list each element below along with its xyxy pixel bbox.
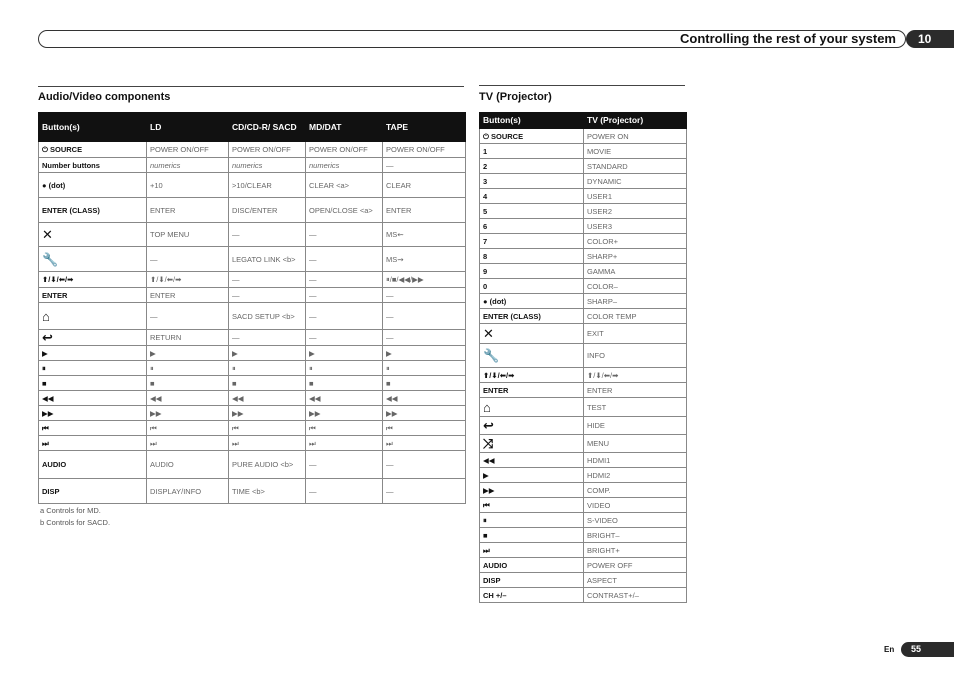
rewind-icon: ◀◀ (39, 391, 147, 406)
tv-section-title: TV (Projector) (479, 91, 552, 103)
rewind-icon: ◀◀ (480, 453, 584, 468)
button-cell: ENTER (39, 288, 147, 303)
button-cell: ⬆/⬇/⬅/➡ (480, 368, 584, 383)
function-cell: ⬆/⬇/⬅/➡ (584, 368, 687, 383)
button-cell: ● (dot) (39, 173, 147, 198)
function-cell: ASPECT (584, 573, 687, 588)
function-cell: ENTER (147, 198, 229, 223)
table-row (480, 558, 687, 573)
next-icon: ⏭ (383, 436, 466, 451)
table-row (480, 309, 687, 324)
function-cell: SHARP– (584, 294, 687, 309)
cross-icon: ✕ (39, 223, 147, 247)
function-cell: COMP. (584, 483, 687, 498)
button-cell: ENTER (CLASS) (480, 309, 584, 324)
function-cell: — (229, 223, 306, 247)
button-cell: DISP (39, 479, 147, 504)
function-cell: DISPLAY/INFO (147, 479, 229, 504)
function-cell: — (383, 288, 466, 303)
fast-forward-icon: ▶▶ (39, 406, 147, 421)
section-rule-av (38, 86, 464, 87)
chapter-title: Controlling the rest of your system (680, 31, 896, 46)
function-cell: ⬆/⬇/⬅/➡ (147, 272, 229, 288)
stop-icon: ■ (39, 376, 147, 391)
function-cell: TOP MENU (147, 223, 229, 247)
table-row (480, 398, 687, 417)
function-cell: MOVIE (584, 144, 687, 159)
function-cell: PURE AUDIO <b> (229, 451, 306, 479)
stop-icon: ■ (480, 528, 584, 543)
table-row (39, 158, 466, 173)
table-row (39, 198, 466, 223)
previous-icon: ⏮ (39, 421, 147, 436)
function-cell: numerics (229, 158, 306, 173)
pause-icon: ⏸ (480, 513, 584, 528)
pause-icon: ⏸ (147, 361, 229, 376)
play-icon: ▶ (383, 346, 466, 361)
table-row (39, 421, 466, 436)
button-cell: 7 (480, 234, 584, 249)
previous-icon: ⏮ (480, 498, 584, 513)
tv-header-1: TV (Projector) (584, 113, 687, 129)
fast-forward-icon: ▶▶ (480, 483, 584, 498)
function-cell: MENU (584, 435, 687, 453)
pause-icon: ⏸ (306, 361, 383, 376)
function-cell: AUDIO (147, 451, 229, 479)
function-cell: DYNAMIC (584, 174, 687, 189)
function-cell: LEGATO LINK <b> (229, 247, 306, 272)
av-header-4: TAPE (383, 113, 466, 142)
function-cell: CLEAR <a> (306, 173, 383, 198)
av-header-2: CD/CD-R/ SACD (229, 113, 306, 142)
stop-icon: ■ (383, 376, 466, 391)
play-icon: ▶ (306, 346, 383, 361)
button-cell: ENTER (480, 383, 584, 398)
source-power-icon: ⏻ SOURCE (480, 129, 584, 144)
next-icon: ⏭ (480, 543, 584, 558)
table-row (39, 173, 466, 198)
section-rule-tv (479, 85, 685, 86)
table-row (39, 288, 466, 303)
function-cell: — (306, 330, 383, 346)
table-row (39, 330, 466, 346)
play-icon: ▶ (480, 468, 584, 483)
stop-icon: ■ (147, 376, 229, 391)
table-row (39, 303, 466, 330)
av-section-title: Audio/Video components (38, 91, 171, 103)
function-cell: — (306, 272, 383, 288)
table-row (480, 483, 687, 498)
function-cell: STANDARD (584, 159, 687, 174)
function-cell: — (229, 272, 306, 288)
wrench-icon: 🔧 (39, 247, 147, 272)
av-header-1: LD (147, 113, 229, 142)
previous-icon: ⏮ (383, 421, 466, 436)
next-icon: ⏭ (229, 436, 306, 451)
button-cell: CH +/– (480, 588, 584, 603)
play-icon: ▶ (39, 346, 147, 361)
next-icon: ⏭ (147, 436, 229, 451)
table-row (480, 528, 687, 543)
function-cell: HDMI2 (584, 468, 687, 483)
function-cell: DISC/ENTER (229, 198, 306, 223)
function-cell: — (306, 247, 383, 272)
table-row (480, 513, 687, 528)
previous-icon: ⏮ (229, 421, 306, 436)
function-cell: numerics (306, 158, 383, 173)
table-row (480, 204, 687, 219)
function-cell: — (383, 303, 466, 330)
home-icon: ⌂ (39, 303, 147, 330)
function-cell: — (306, 303, 383, 330)
table-row (39, 247, 466, 272)
button-cell: ⬆/⬇/⬅/➡ (39, 272, 147, 288)
table-row (39, 361, 466, 376)
function-cell: — (383, 479, 466, 504)
table-row (480, 417, 687, 435)
button-cell: 2 (480, 159, 584, 174)
next-icon: ⏭ (39, 436, 147, 451)
table-row (480, 435, 687, 453)
function-cell: USER1 (584, 189, 687, 204)
function-cell: S-VIDEO (584, 513, 687, 528)
wrench-icon: 🔧 (480, 344, 584, 368)
button-cell: AUDIO (480, 558, 584, 573)
tv-header-0: Button(s) (480, 113, 584, 129)
previous-icon: ⏮ (306, 421, 383, 436)
function-cell: MS⇝ (383, 247, 466, 272)
function-cell: USER2 (584, 204, 687, 219)
rewind-icon: ◀◀ (147, 391, 229, 406)
source-power-icon: ⏻ SOURCE (39, 142, 147, 158)
av-header-3: MD/DAT (306, 113, 383, 142)
table-row (39, 223, 466, 247)
function-cell: COLOR– (584, 279, 687, 294)
table-row (480, 453, 687, 468)
function-cell: TIME <b> (229, 479, 306, 504)
av-header-0: Button(s) (39, 113, 147, 142)
previous-icon: ⏮ (147, 421, 229, 436)
function-cell: RETURN (147, 330, 229, 346)
function-cell: >10/CLEAR (229, 173, 306, 198)
function-cell: POWER ON (584, 129, 687, 144)
function-cell: — (306, 223, 383, 247)
table-row (480, 279, 687, 294)
button-cell: Number buttons (39, 158, 147, 173)
button-cell: 9 (480, 264, 584, 279)
function-cell: ENTER (584, 383, 687, 398)
function-cell: — (229, 330, 306, 346)
function-cell: POWER ON/OFF (383, 142, 466, 158)
next-icon: ⏭ (306, 436, 383, 451)
table-row (480, 144, 687, 159)
function-cell: MS⇜ (383, 223, 466, 247)
function-cell: — (147, 247, 229, 272)
table-row (39, 142, 466, 158)
footnote-b: b Controls for SACD. (40, 518, 111, 527)
table-row (480, 219, 687, 234)
function-cell: +10 (147, 173, 229, 198)
table-row (480, 129, 687, 144)
function-cell: — (383, 158, 466, 173)
stop-icon: ■ (229, 376, 306, 391)
table-row (39, 406, 466, 421)
tv-projector-table (479, 112, 687, 603)
av-components-table (38, 112, 466, 504)
table-row (480, 573, 687, 588)
table-row (480, 189, 687, 204)
function-cell: OPEN/CLOSE <a> (306, 198, 383, 223)
button-cell: 8 (480, 249, 584, 264)
function-cell: — (383, 451, 466, 479)
function-cell: VIDEO (584, 498, 687, 513)
shuffle-icon: ⤨ (480, 435, 584, 453)
table-row (480, 344, 687, 368)
button-cell: ● (dot) (480, 294, 584, 309)
function-cell: EXIT (584, 324, 687, 344)
button-cell: 0 (480, 279, 584, 294)
function-cell: SHARP+ (584, 249, 687, 264)
table-row (480, 249, 687, 264)
function-cell: — (383, 330, 466, 346)
function-cell: POWER ON/OFF (147, 142, 229, 158)
function-cell: ENTER (383, 198, 466, 223)
fast-forward-icon: ▶▶ (229, 406, 306, 421)
table-row (39, 272, 466, 288)
function-cell: HDMI1 (584, 453, 687, 468)
cross-icon: ✕ (480, 324, 584, 344)
function-cell: BRIGHT– (584, 528, 687, 543)
table-row (39, 479, 466, 504)
return-icon: ↩ (39, 330, 147, 346)
rewind-icon: ◀◀ (383, 391, 466, 406)
stop-icon: ■ (306, 376, 383, 391)
button-cell: 5 (480, 204, 584, 219)
pause-icon: ⏸ (383, 361, 466, 376)
function-cell: ENTER (147, 288, 229, 303)
function-cell: GAMMA (584, 264, 687, 279)
function-cell: — (306, 288, 383, 303)
table-row (480, 264, 687, 279)
table-row (480, 588, 687, 603)
table-row (480, 498, 687, 513)
fast-forward-icon: ▶▶ (147, 406, 229, 421)
function-cell: POWER OFF (584, 558, 687, 573)
table-row (480, 383, 687, 398)
function-cell: CLEAR (383, 173, 466, 198)
function-cell: — (306, 479, 383, 504)
function-cell: USER3 (584, 219, 687, 234)
function-cell: numerics (147, 158, 229, 173)
button-cell: 3 (480, 174, 584, 189)
table-row (39, 346, 466, 361)
return-icon: ↩ (480, 417, 584, 435)
function-cell: BRIGHT+ (584, 543, 687, 558)
chapter-number: 10 (906, 30, 954, 48)
table-row (39, 376, 466, 391)
fast-forward-icon: ▶▶ (306, 406, 383, 421)
button-cell: ENTER (CLASS) (39, 198, 147, 223)
table-row (480, 543, 687, 558)
function-cell: COLOR+ (584, 234, 687, 249)
home-icon: ⌂ (480, 398, 584, 417)
function-cell: CONTRAST+/– (584, 588, 687, 603)
table-row (39, 391, 466, 406)
page-number: 55 (901, 642, 954, 657)
button-cell: 4 (480, 189, 584, 204)
button-cell: DISP (480, 573, 584, 588)
button-cell: 1 (480, 144, 584, 159)
button-cell: AUDIO (39, 451, 147, 479)
function-cell: ⏸/■/◀◀/▶▶ (383, 272, 466, 288)
function-cell: — (306, 451, 383, 479)
table-row (480, 234, 687, 249)
play-icon: ▶ (147, 346, 229, 361)
function-cell: SACD SETUP <b> (229, 303, 306, 330)
function-cell: COLOR TEMP (584, 309, 687, 324)
rewind-icon: ◀◀ (229, 391, 306, 406)
button-cell: 6 (480, 219, 584, 234)
table-row (480, 174, 687, 189)
function-cell: — (229, 288, 306, 303)
pause-icon: ⏸ (39, 361, 147, 376)
play-icon: ▶ (229, 346, 306, 361)
fast-forward-icon: ▶▶ (383, 406, 466, 421)
table-row (480, 324, 687, 344)
function-cell: POWER ON/OFF (229, 142, 306, 158)
function-cell: TEST (584, 398, 687, 417)
function-cell: — (147, 303, 229, 330)
pause-icon: ⏸ (229, 361, 306, 376)
table-row (480, 468, 687, 483)
footnote-a: a Controls for MD. (40, 506, 101, 515)
table-row (480, 368, 687, 383)
table-row (480, 294, 687, 309)
function-cell: HIDE (584, 417, 687, 435)
rewind-icon: ◀◀ (306, 391, 383, 406)
table-row (480, 159, 687, 174)
function-cell: INFO (584, 344, 687, 368)
language-label: En (884, 645, 895, 654)
table-row (39, 451, 466, 479)
function-cell: POWER ON/OFF (306, 142, 383, 158)
table-row (39, 436, 466, 451)
